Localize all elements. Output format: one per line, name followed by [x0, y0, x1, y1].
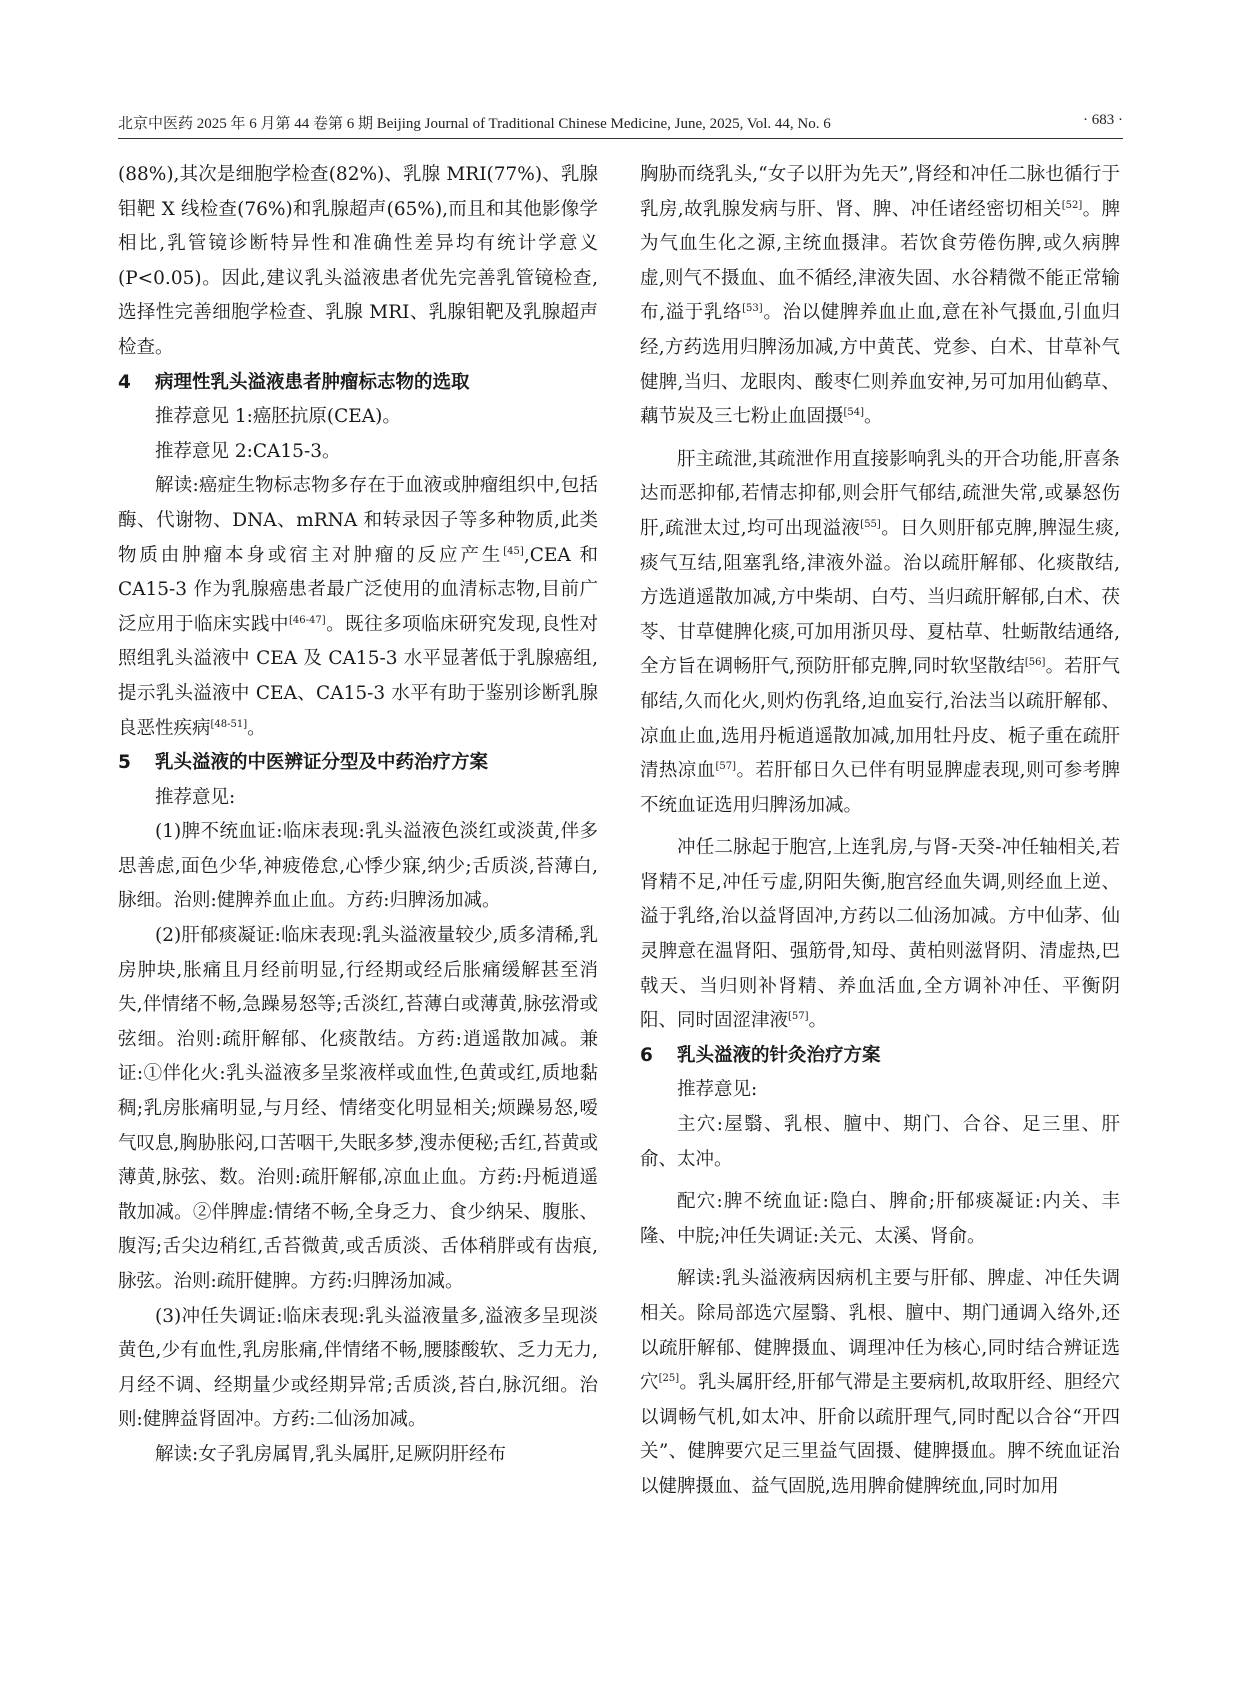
citation: [48-51]: [210, 718, 248, 730]
section-title: 乳头溢液的中医辨证分型及中药治疗方案: [155, 752, 489, 774]
right-column: [640, 158, 1120, 1658]
syndrome-type-1: (1)脾不统血证:临床表现:乳头溢液色淡红或淡黄,伴多思善虑,面色少华,神疲倦怠,心悸少寐,纳少;舌质淡,苔薄白,脉细。治则:健脾养血止血。方药:归脾汤加减。: [118, 821, 598, 912]
text-run: 。脾为气血生化之源,主统血摄津。若饮食劳倦伤脾,或久病脾虚,则气不摄血、血不循经,津液失固、水谷精微不能正常输布,溢于乳络: [640, 198, 1120, 324]
left-column: [118, 158, 598, 1658]
text-run: 。若肝气郁结,久而化火,则灼伤乳络,迫血妄行,治法当以疏肝解郁、凉血止血,选用丹栀逍遥散加减,加用牡丹皮、栀子重在疏肝清热凉血: [640, 656, 1120, 782]
section-title: 乳头溢液的针灸治疗方案: [677, 1044, 881, 1066]
citation: [57]: [715, 760, 737, 772]
recommendation-label: 推荐意见:: [155, 786, 236, 808]
citation: [57]: [788, 1011, 809, 1023]
citation: [53]: [742, 303, 763, 315]
interpretation-paragraph: [640, 1262, 1120, 1504]
citation: [45]: [503, 545, 524, 557]
syndrome-type-2: (2)肝郁痰凝证:临床表现:乳头溢液量较少,质多清稀,乳房肿块,胀痛且月经前明显,行经期或经后胀痛缓解甚至消失,伴情绪不畅,急躁易怒等;舌淡红,苔薄白或薄黄,脉弦滑或弦细。治则:疏肝解郁、化痰散结。方药:逍遥散加减。兼证:①伴化火:乳头溢液多呈浆液样或血性,色黄或红,质地黏稠;乳房胀痛明显,与月经、情绪变化明显相关;烦躁易怒,嗳气叹息,胸胁胀闷,口苦咽干,失眠多梦,溲赤便秘;舌红,苔黄或薄黄,脉弦、数。治则:疏肝解郁,凉血止血。方药:丹栀逍遥散加减。②伴脾虚:情绪不畅,全身乏力、食少纳呆、腹胀、腹泻;舌尖边稍红,舌苔微黄,或舌质淡、舌体稍胖或有齿痕,脉弦。治则:疏肝健脾。方药:归脾汤加减。: [118, 925, 598, 1292]
interpretation-paragraph: [118, 469, 598, 746]
text-run: 。: [247, 717, 266, 739]
paragraph: [640, 158, 1120, 435]
text-run: 解读:乳头溢液病因病机主要与肝郁、脾虚、冲任失调相关。除局部选穴屋翳、乳根、膻中、期门通调入络外,还以疏肝解郁、健脾摄血、调理冲任为核心,同时结合辨证选穴: [640, 1268, 1120, 1394]
section-heading-4: [118, 366, 598, 401]
paragraph: [640, 831, 1120, 1039]
text-run: 。若肝郁日久已伴有明显脾虚表现,则可参考脾不统血证选用归脾汤加减。: [640, 760, 1120, 816]
text-run: 冲任二脉起于胞宫,上连乳房,与肾-天癸-冲任轴相关,若肾精不足,冲任亏虚,阴阳失衡,胞宫经血失调,则经血上逆、溢于乳络,治以益肾固冲,方药以二仙汤加减。方中仙茅、仙灵脾意在温肾阳、强筋骨,知母、黄柏则滋肾阴、清虚热,巴戟天、当归则补肾精、养血活血,全方调补冲任、平衡阴阳、同时固涩津液: [640, 837, 1120, 1032]
interpretation-paragraph: 解读:女子乳房属胃,乳头属肝,足厥阴肝经布: [155, 1443, 506, 1465]
running-header: [118, 112, 1123, 136]
header-rule: [118, 138, 1123, 139]
citation: [46-47]: [288, 614, 326, 626]
text-run: 肝主疏泄,其疏泄作用直接影响乳头的开合功能,肝喜条达而恶抑郁,若情志抑郁,则会肝气郁结,疏泄失常,或暴怒伤肝,疏泄太过,均可出现溢液: [640, 448, 1120, 539]
text-run: 。乳头属肝经,肝郁气滞是主要病机,故取肝经、胆经穴以调畅气机,如太冲、肝俞以疏肝理气,同时配以合谷“开四关”、健脾要穴足三里益气固摄、健脾摄血。脾不统血证治以健脾摄血、益气固脱,选用脾俞健脾统血,同时加用: [640, 1372, 1120, 1497]
page-number: · 683 ·: [1083, 112, 1123, 128]
citation: [55]: [860, 518, 881, 530]
recommendation-1: 推荐意见 1:癌胚抗原(CEA)。: [155, 406, 401, 428]
citation: [54]: [843, 407, 865, 418]
section-number: 4: [118, 371, 131, 393]
text-run: 。既往多项临床研究发现,良性对照组乳头溢液中 CEA 及 CA15-3 水平显著低于乳腺癌组,提示乳头溢液中 CEA、CA15-3 水平有助于鉴别诊断乳腺良恶性疾病: [118, 613, 598, 739]
recommendation-2: 推荐意见 2:CA15-3。: [155, 440, 341, 462]
section-title: 病理性乳头溢液患者肿瘤标志物的选取: [155, 371, 470, 393]
text-run: ,CEA 和 CA15-3 作为乳腺癌患者最广泛使用的血清标志物,目前广泛应用于临床实践中: [118, 544, 598, 635]
main-acupoints: 主穴:屋翳、乳根、膻中、期门、合谷、足三里、肝俞、太冲。: [640, 1114, 1120, 1170]
journal-info: 北京中医药 2025 年 6 月第 44 卷第 6 期 Beijing Journal of Traditional Chinese Medicine, June, 2025, Vol. 44, No. 6: [118, 116, 831, 132]
text-run: 。治以健脾养血止血,意在补气摄血,引血归经,方药选用归脾汤加减,方中黄芪、党参、白术、甘草补气健脾,当归、龙眼肉、酸枣仁则养血安神,另可加用仙鹤草、藕节炭及三七粉止血固摄: [640, 302, 1120, 428]
section-heading-5: [118, 746, 598, 781]
text-run: 。: [808, 1010, 828, 1032]
auxiliary-acupoints: 配穴:脾不统血证:隐白、脾俞;肝郁痰凝证:内关、丰隆、中脘;冲任失调证:关元、太溪、肾俞。: [640, 1191, 1120, 1247]
text-run: 胸胁而绕乳头,“女子以肝为先天”,肾经和冲任二脉也循行于乳房,故乳腺发病与肝、肾、脾、冲任诸经密切相关: [640, 164, 1120, 220]
syndrome-type-3: (3)冲任失调证:临床表现:乳头溢液量多,溢液多呈现淡黄色,少有血性,乳房胀痛,伴情绪不畅,腰膝酸软、乏力无力,月经不调、经期量少或经期异常;舌质淡,苔白,脉沉细。治则:健脾益肾固冲。方药:二仙汤加减。: [118, 1305, 598, 1431]
text-run: 解读:癌症生物标志物多存在于血液或肿瘤组织中,包括酶、代谢物、DNA、mRNA 和转录因子等多种物质,此类物质由肿瘤本身或宿主对肿瘤的反应产生: [118, 475, 598, 566]
text-run: 。: [864, 406, 883, 428]
section-number: 5: [118, 752, 131, 774]
citation: [52]: [1061, 199, 1083, 211]
paragraph: (88%),其次是细胞学检查(82%)、乳腺 MRI(77%)、乳腺钼靶 X 线检查(76%)和乳腺超声(65%),而且和其他影像学相比,乳管镜诊断特异性和准确性差异均有统计学意义(P<0.05)。因此,建议乳头溢液患者优先完善乳管镜检查,选择性完善细胞学检查、乳腺 MRI、乳腺钼靶及乳腺超声检查。: [118, 164, 598, 358]
citation: [56]: [1024, 657, 1046, 669]
section-number: 6: [640, 1044, 653, 1066]
recommendation-label: 推荐意见:: [677, 1079, 758, 1101]
paragraph: [640, 443, 1120, 824]
citation: [25]: [658, 1373, 680, 1385]
text-run: 。日久则肝郁克脾,脾湿生痰,痰气互结,阻塞乳络,津液外溢。治以疏肝解郁、化痰散结,方选逍遥散加减,方中柴胡、白芍、当归疏肝解郁,白术、茯苓、甘草健脾化痰,可加用浙贝母、夏枯草、牡蛎散结通络,全方旨在调畅肝气,预防肝郁克脾,同时软坚散结: [640, 517, 1120, 678]
section-heading-6: [640, 1039, 1120, 1074]
